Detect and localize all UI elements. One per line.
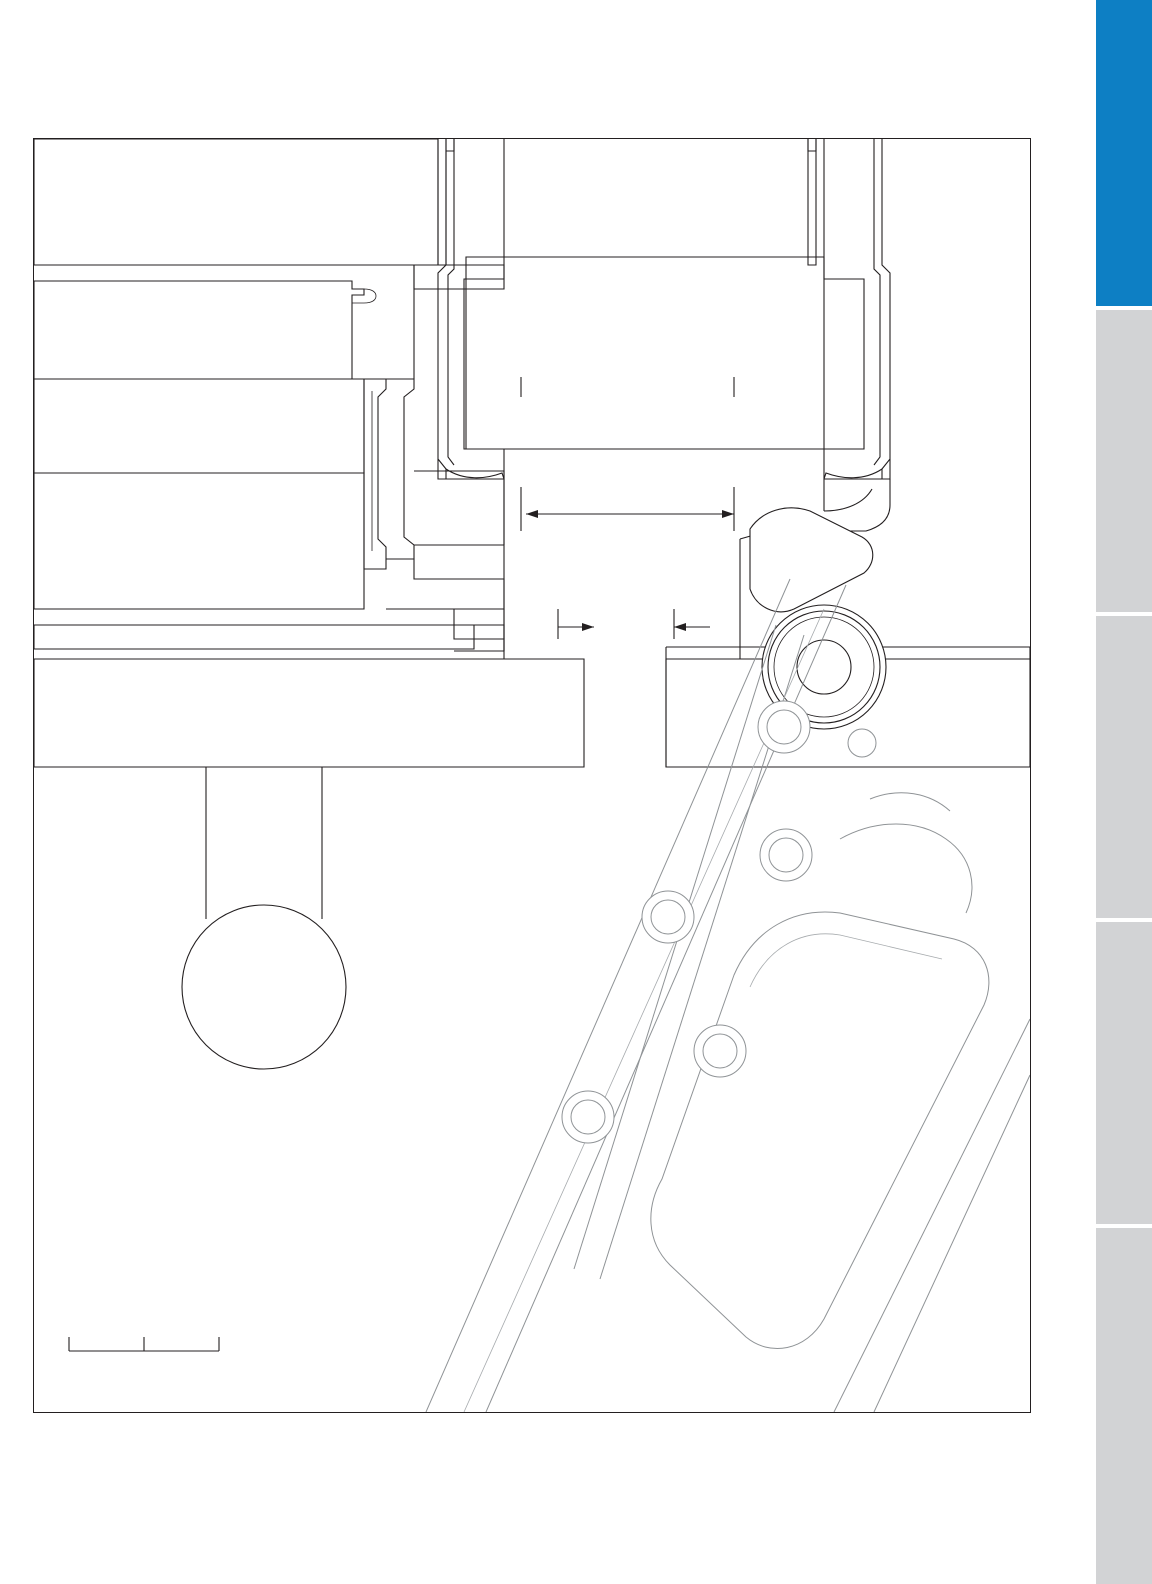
tab-segment-3[interactable]: [1096, 616, 1152, 918]
sash-profile: [386, 139, 504, 651]
scale-bar: [69, 1337, 219, 1351]
hardware-plate: [426, 579, 1030, 1412]
dimension-lower-gap: [558, 609, 710, 639]
fastener: [848, 729, 876, 757]
fastener: [758, 701, 810, 753]
glazing-unit: [438, 139, 890, 479]
fastener: [562, 1091, 614, 1143]
tab-segment-4[interactable]: [1096, 922, 1152, 1224]
tab-segment-2[interactable]: [1096, 310, 1152, 612]
technical-section-drawing: [33, 138, 1031, 1413]
frame-profile: [34, 139, 438, 609]
fastener: [694, 1025, 746, 1077]
drawing-canvas: [34, 139, 1030, 1412]
hinge-pivot: [574, 508, 886, 1279]
tab-segment-1[interactable]: [1096, 0, 1152, 306]
chapter-tab-strip: [1096, 0, 1152, 1584]
fastener: [642, 891, 694, 943]
round-handle-boss: [182, 767, 346, 1069]
fastener: [760, 829, 812, 881]
dimension-upper-gap: [521, 377, 734, 531]
tab-segment-5[interactable]: [1096, 1228, 1152, 1584]
